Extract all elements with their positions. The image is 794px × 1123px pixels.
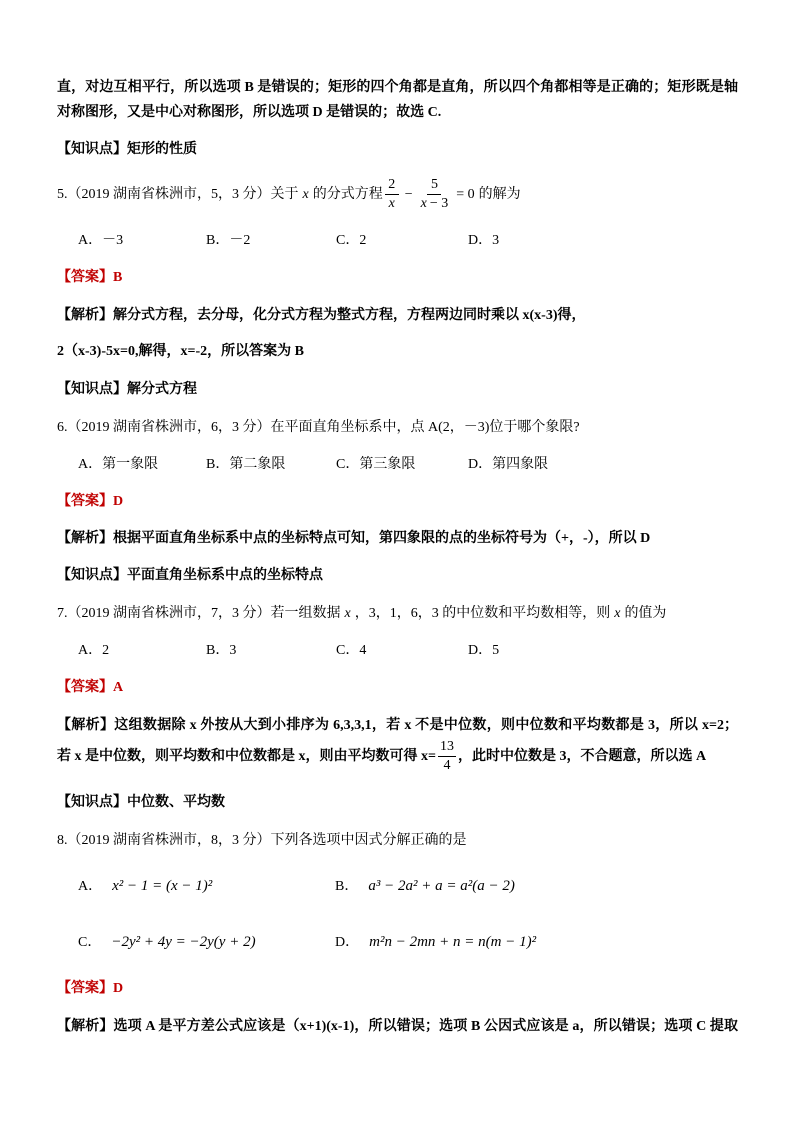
q7-stem-variable-2: x bbox=[614, 606, 621, 621]
q7-fraction-numerator: 13 bbox=[438, 739, 456, 757]
analysis-label: 【解析】 bbox=[57, 718, 115, 733]
q6-option-a: A．第一象限 bbox=[78, 457, 159, 472]
q4-knowledge bbox=[57, 140, 197, 160]
q7-fraction-13-over-4 bbox=[438, 739, 456, 774]
q7-stem-variable-1: x bbox=[344, 606, 351, 621]
q7-option-a: A．2 bbox=[78, 643, 110, 658]
analysis-label: 【解析】 bbox=[57, 1019, 114, 1034]
answer-label: 【答案】 bbox=[57, 494, 113, 509]
option-formula: −2y² + 4y = −2y(y + 2) bbox=[111, 934, 256, 950]
option-formula: a³ − 2a² + a = a²(a − 2) bbox=[368, 878, 515, 894]
q5-stem-suffix: 的解为 bbox=[478, 187, 521, 202]
q4-analysis-line-1: 直，对边互相平行，所以选项 B 是错误的；矩形的四个角都是直角，所以四个角都相等是正确的；矩形既是轴 bbox=[57, 80, 738, 95]
q5-fraction-2-denominator bbox=[419, 195, 451, 212]
q5-fraction-2-denominator-var: x bbox=[420, 196, 427, 212]
q5-fraction-1-denominator: x bbox=[388, 196, 395, 212]
q5-stem bbox=[57, 177, 521, 213]
q6-option-b: B．第二象限 bbox=[206, 457, 286, 472]
q7-stem bbox=[57, 604, 666, 624]
q7-knowledge bbox=[57, 793, 225, 813]
knowledge-label: 【知识点】 bbox=[57, 382, 127, 397]
answer-value: B bbox=[113, 270, 123, 285]
option-label: C． bbox=[78, 935, 102, 950]
answer-label: 【答案】 bbox=[57, 270, 113, 285]
q5-fraction-1-numerator: 2 bbox=[385, 177, 399, 195]
q5-option-b: B．－2 bbox=[206, 233, 251, 248]
option-label: D． bbox=[335, 935, 360, 950]
q7-analysis-line-1 bbox=[57, 716, 738, 736]
analysis-label: 【解析】 bbox=[57, 308, 113, 323]
answer-value: A bbox=[113, 680, 124, 695]
analysis-label: 【解析】 bbox=[57, 531, 113, 546]
q5-fraction-1 bbox=[385, 177, 399, 212]
q7-analysis-line-2 bbox=[57, 739, 706, 775]
option-label: A． bbox=[78, 879, 103, 894]
q5-analysis-line-2: 2（x-3)-5x=0,解得，x=-2，所以答案为 B bbox=[57, 344, 304, 359]
q5-option-d: D．3 bbox=[468, 233, 500, 248]
q5-stem-variable: x bbox=[302, 187, 309, 202]
q5-stem-prefix: 5.（2019 湖南省株洲市，5，3 分）关于 bbox=[57, 187, 299, 202]
q7-stem-a: 7.（2019 湖南省株洲市，7，3 分）若一组数据 bbox=[57, 606, 341, 621]
q5-knowledge bbox=[57, 380, 197, 400]
knowledge-label: 【知识点】 bbox=[57, 568, 127, 583]
knowledge-label: 【知识点】 bbox=[57, 795, 127, 810]
q8-answer bbox=[57, 979, 123, 999]
q7-option-c: C．4 bbox=[336, 643, 367, 658]
q7-analysis-line-2-suffix: ，此时中位数是 3，不合题意，所以选 A bbox=[457, 749, 707, 764]
q5-option-a: A．－3 bbox=[78, 233, 124, 248]
q7-stem-c: 的值为 bbox=[624, 606, 667, 621]
q7-stem-b: ，3，1，6，3 的中位数和平均数相等，则 bbox=[354, 606, 611, 621]
q6-answer bbox=[57, 492, 123, 512]
knowledge-text: 中位数、平均数 bbox=[127, 795, 225, 810]
q6-stem: 6.（2019 湖南省株洲市，6，3 分）在平面直角坐标系中，点 A(2，－3)位于哪个象限? bbox=[57, 420, 580, 435]
analysis-text: 根据平面直角坐标系中点的坐标特点可知，第四象限的点的坐标符号为（+，-），所以 D bbox=[113, 531, 651, 546]
q7-fraction-denominator: 4 bbox=[443, 758, 451, 774]
knowledge-label: 【知识点】 bbox=[57, 142, 127, 157]
answer-value: D bbox=[113, 494, 124, 509]
knowledge-text: 平面直角坐标系中点的坐标特点 bbox=[127, 568, 323, 583]
q5-equals-zero: = 0 bbox=[456, 187, 475, 202]
q5-fraction-2-denominator-rest: − 3 bbox=[429, 196, 449, 212]
q5-option-c: C．2 bbox=[336, 233, 367, 248]
option-formula: m²n − 2mn + n = n(m − 1)² bbox=[369, 934, 537, 950]
analysis-text: 解分式方程，去分母，化分式方程为整式方程，方程两边同时乘以 x(x-3)得， bbox=[113, 308, 586, 323]
option-formula: x² − 1 = (x − 1)² bbox=[112, 878, 213, 894]
analysis-text: 选项 A 是平方差公式应该是（x+1)(x-1)，所以错误；选项 B 公因式应该是 a，所以错误；选项 C 提取 bbox=[113, 1019, 738, 1034]
knowledge-text: 矩形的性质 bbox=[127, 142, 197, 157]
q5-stem-mid: 的分式方程 bbox=[312, 187, 383, 202]
q7-option-d: D．5 bbox=[468, 643, 500, 658]
q4-analysis-line-2: 对称图形，又是中心对称图形，所以选项 D 是错误的；故选 C. bbox=[57, 105, 442, 120]
q6-analysis bbox=[57, 529, 650, 549]
q7-analysis-line-2-prefix: 若 x 是中位数，则平均数和中位数都是 x，则由平均数可得 x= bbox=[57, 749, 436, 764]
q8-stem: 8.（2019 湖南省株洲市，8，3 分）下列各选项中因式分解正确的是 bbox=[57, 833, 467, 848]
q6-option-d: D．第四象限 bbox=[468, 457, 549, 472]
q5-fraction-2 bbox=[419, 177, 451, 212]
q8-option-d bbox=[335, 932, 536, 952]
q5-fraction-2-numerator: 5 bbox=[427, 177, 441, 195]
q8-option-a bbox=[78, 876, 212, 896]
q5-answer bbox=[57, 268, 122, 288]
answer-value: D bbox=[113, 981, 124, 996]
q8-option-c bbox=[78, 932, 256, 952]
q5-analysis-line-1 bbox=[57, 306, 586, 326]
q6-knowledge bbox=[57, 566, 323, 586]
knowledge-text: 解分式方程 bbox=[127, 382, 197, 397]
q8-analysis bbox=[57, 1017, 738, 1037]
q7-answer bbox=[57, 678, 123, 698]
q7-option-b: B．3 bbox=[206, 643, 237, 658]
option-label: B． bbox=[335, 879, 359, 894]
q6-option-c: C．第三象限 bbox=[336, 457, 416, 472]
analysis-text: 这组数据除 x 外按从大到小排序为 6,3,3,1，若 x 不是中位数，则中位数和平均数都是 3，所以 x=2； bbox=[114, 718, 739, 733]
q5-minus-sign: − bbox=[404, 187, 413, 202]
q8-option-b bbox=[335, 876, 515, 896]
answer-label: 【答案】 bbox=[57, 981, 113, 996]
answer-label: 【答案】 bbox=[57, 680, 113, 695]
